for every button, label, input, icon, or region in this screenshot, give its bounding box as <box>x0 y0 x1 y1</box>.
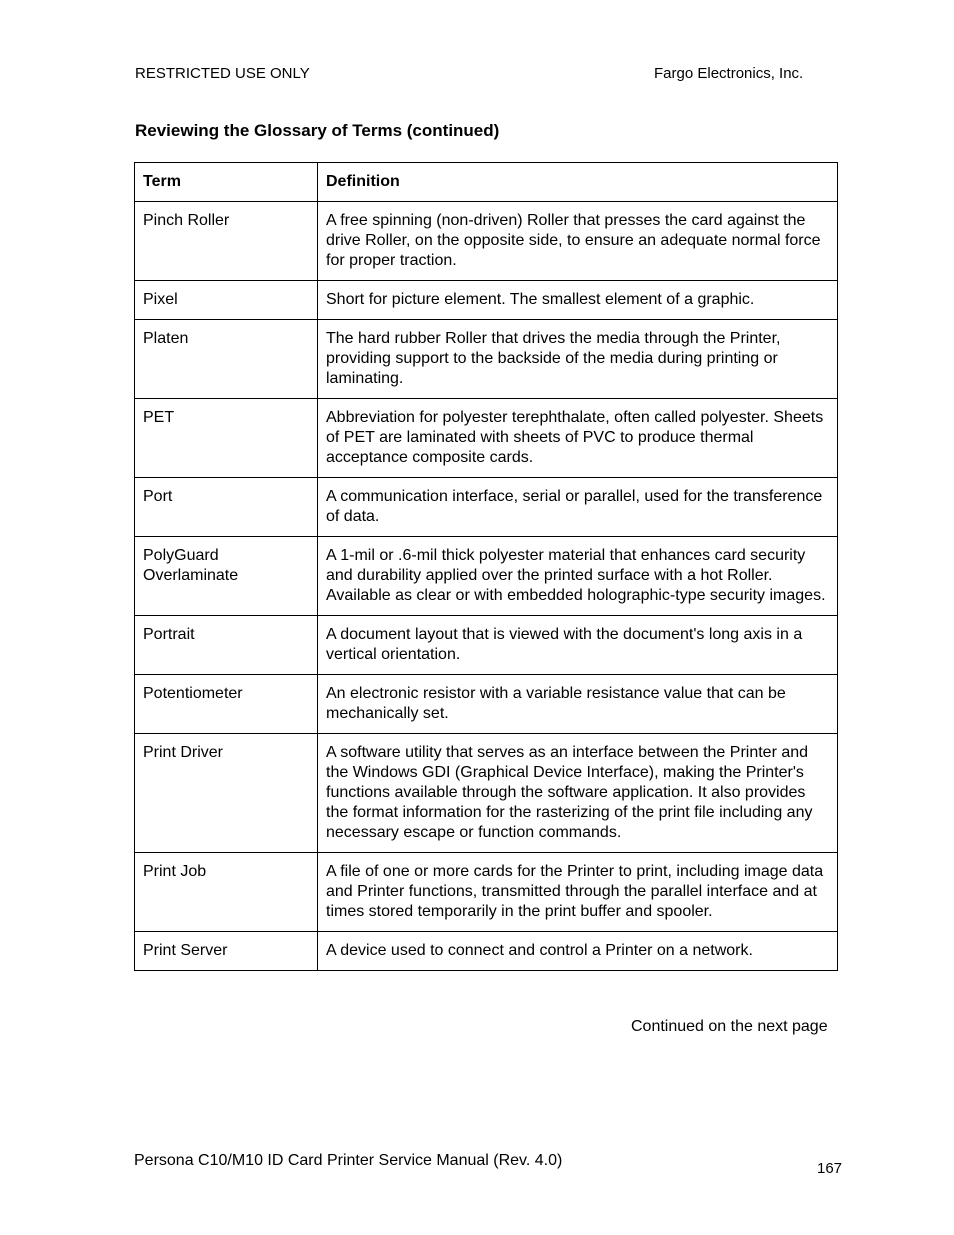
definition-cell: The hard rubber Roller that drives the media through the Printer, providing support to the backside of the media during printing or laminating. <box>318 320 838 399</box>
definition-cell: Abbreviation for polyester terephthalate, often called polyester. Sheets of PET are laminated with sheets of PVC to produce thermal acceptance composite cards. <box>318 399 838 478</box>
header-company-name: Fargo Electronics, Inc. <box>654 65 804 82</box>
term-cell: Port <box>135 478 318 537</box>
term-cell: Platen <box>135 320 318 399</box>
column-header-definition: Definition <box>318 163 838 202</box>
table-row <box>135 281 838 320</box>
term-cell: Potentiometer <box>135 675 318 734</box>
table-row <box>135 478 838 537</box>
continued-note: Continued on the next page <box>631 1018 828 1035</box>
definition-cell: A 1-mil or .6-mil thick polyester material that enhances card security and durability applied over the printed surface with a hot Roller. Available as clear or with embedded holographic-type security images. <box>318 537 838 616</box>
header-restricted-notice: RESTRICTED USE ONLY <box>135 65 310 82</box>
definition-cell: A device used to connect and control a Printer on a network. <box>318 932 838 971</box>
column-header-term: Term <box>135 163 318 202</box>
definition-cell: Short for picture element. The smallest element of a graphic. <box>318 281 838 320</box>
term-cell: Print Server <box>135 932 318 971</box>
definition-cell: An electronic resistor with a variable resistance value that can be mechanically set. <box>318 675 838 734</box>
table-row <box>135 932 838 971</box>
table-row <box>135 734 838 853</box>
table-row <box>135 853 838 932</box>
definition-cell: A communication interface, serial or parallel, used for the transference of data. <box>318 478 838 537</box>
term-cell: Print Driver <box>135 734 318 853</box>
table-row <box>135 399 838 478</box>
definition-cell: A document layout that is viewed with the document's long axis in a vertical orientation. <box>318 616 838 675</box>
page-number: 167 <box>817 1160 843 1177</box>
definition-cell: A free spinning (non-driven) Roller that presses the card against the drive Roller, on the opposite side, to ensure an adequate normal force for proper traction. <box>318 202 838 281</box>
term-cell: Pinch Roller <box>135 202 318 281</box>
table-row <box>135 320 838 399</box>
footer-manual-title: Persona C10/M10 ID Card Printer Service Manual (Rev. 4.0) <box>134 1152 563 1169</box>
definition-cell: A file of one or more cards for the Printer to print, including image data and Printer functions, transmitted through the parallel interface and at times stored temporarily in the print buffer and spooler. <box>318 853 838 932</box>
table-row <box>135 537 838 616</box>
definition-cell: A software utility that serves as an interface between the Printer and the Windows GDI (Graphical Device Interface), making the Printer's functions available through the software application. It also provides the format information for the rasterizing of the print file including any necessary escape or function commands. <box>318 734 838 853</box>
glossary-table <box>134 162 838 971</box>
section-title: Reviewing the Glossary of Terms (continued) <box>135 121 500 140</box>
table-row <box>135 202 838 281</box>
table-row <box>135 616 838 675</box>
term-cell: PolyGuard Overlaminate <box>135 537 318 616</box>
term-cell: Pixel <box>135 281 318 320</box>
table-row <box>135 675 838 734</box>
term-cell: Print Job <box>135 853 318 932</box>
table-header-row <box>135 163 838 202</box>
term-cell: Portrait <box>135 616 318 675</box>
term-cell: PET <box>135 399 318 478</box>
